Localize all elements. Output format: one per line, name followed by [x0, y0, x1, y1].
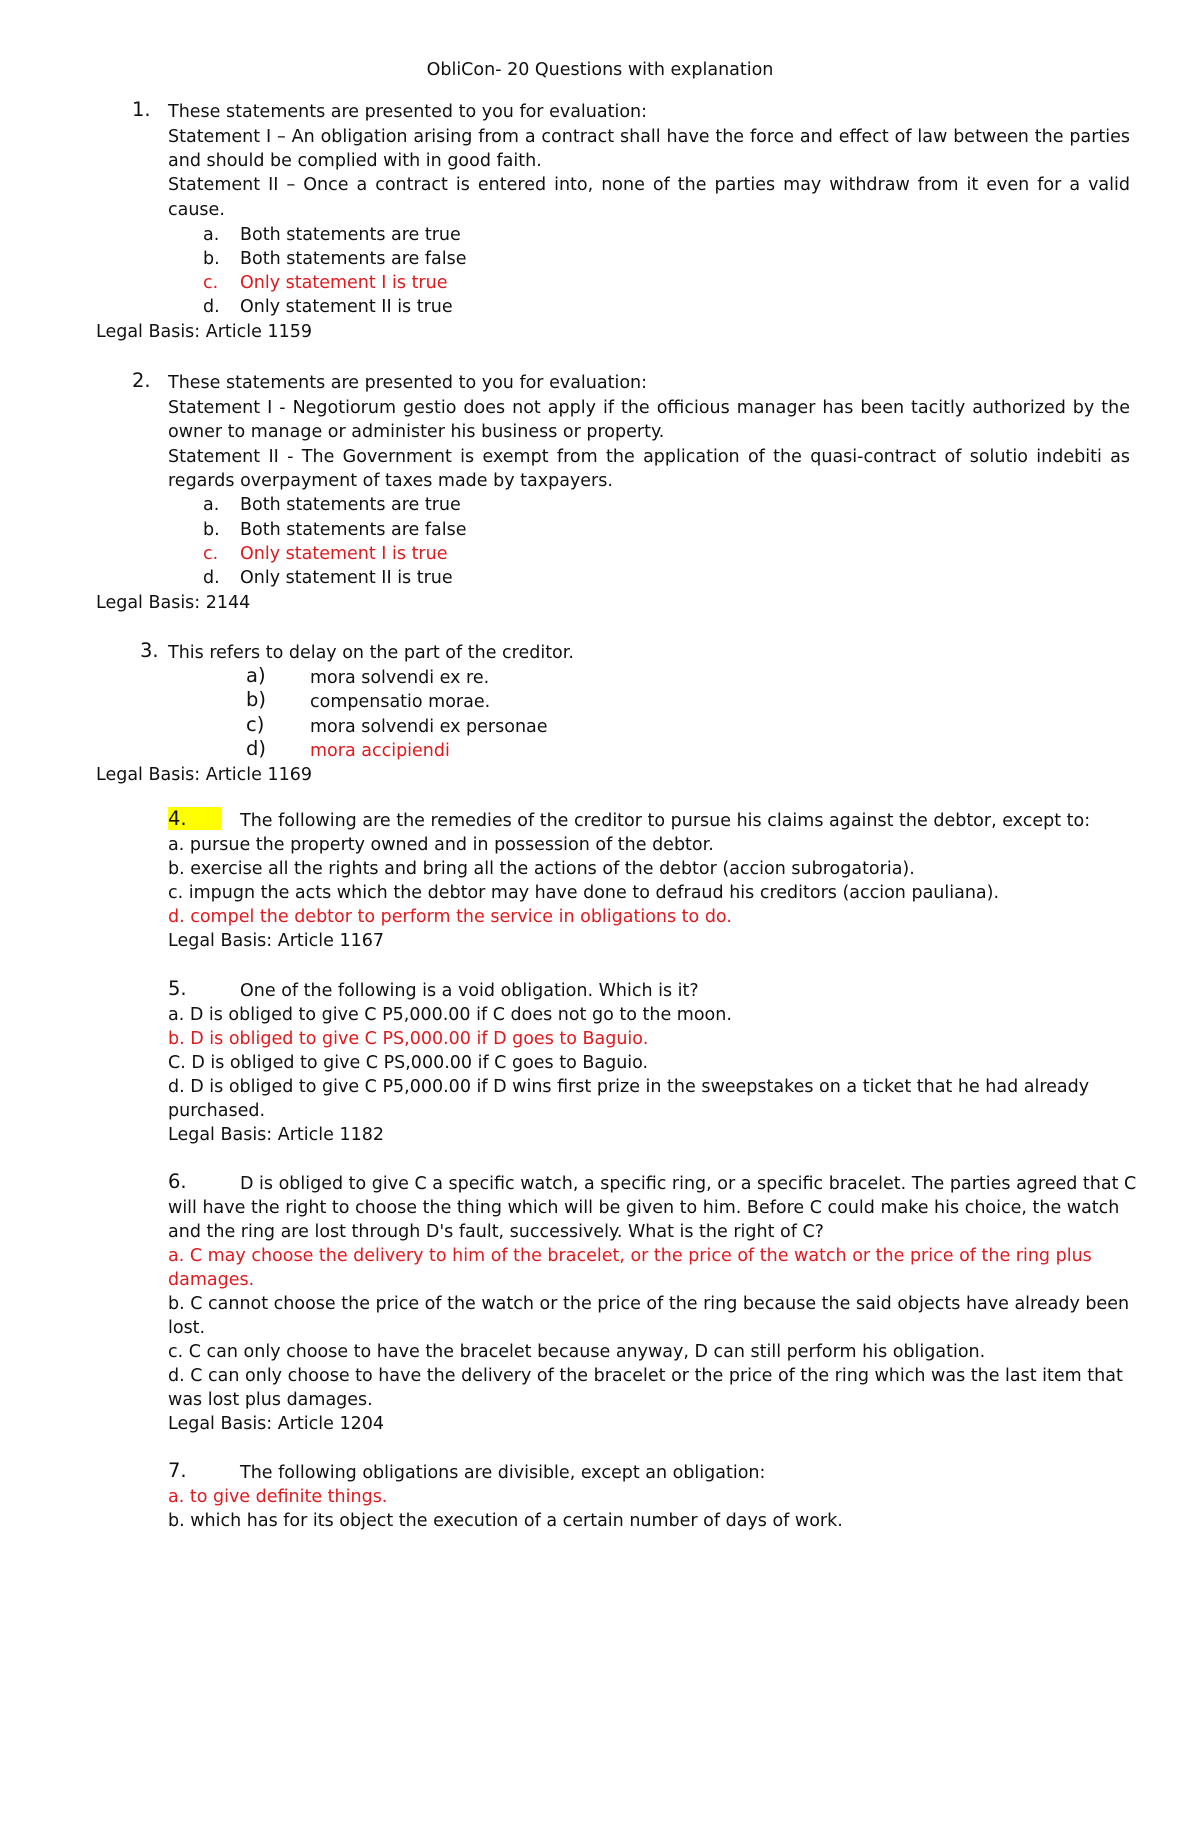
q6-legal-basis: Legal Basis: Article 1204 [168, 1414, 384, 1434]
q1-stem: These statements are presented to you for evaluation: [168, 102, 648, 122]
q2-option-d-letter: d. [203, 568, 220, 588]
q5-legal-basis: Legal Basis: Article 1182 [168, 1125, 384, 1145]
q1-option-a-letter: a. [203, 225, 220, 245]
q4-option-d-answer: d. compel the debtor to perform the service in obligations to do. [168, 907, 732, 927]
q2-statement-1-line-2: owner to manage or administer his business or property. [168, 422, 665, 442]
q5-option-c: C. D is obliged to give C PS,000.00 if C goes to Baguio. [168, 1053, 649, 1073]
q2-statement-2-line-2: regards overpayment of taxes made by taxpayers. [168, 471, 613, 491]
q3-option-b: compensatio morae. [310, 692, 491, 712]
q1-option-b: Both statements are false [240, 249, 467, 269]
q3-option-c: mora solvendi ex personae [310, 717, 548, 737]
q1-option-c-answer: Only statement I is true [240, 273, 448, 293]
q3-legal-basis: Legal Basis: Article 1169 [96, 765, 312, 785]
q6-option-a-answer-line-2: damages. [168, 1270, 255, 1290]
q1-option-d: Only statement II is true [240, 297, 453, 317]
q5-option-d-line-1: d. D is obliged to give C P5,000.00 if D wins first prize in the sweepstakes on a ticket that he had already [168, 1077, 1090, 1097]
q4-option-c: c. impugn the acts which the debtor may have done to defraud his creditors (accion pauliana). [168, 883, 1000, 903]
q6-stem-line-3: and the ring are lost through D's fault, successively. What is the right of C? [168, 1222, 824, 1242]
q1-option-b-letter: b. [203, 249, 220, 269]
q6-option-d-line-1: d. C can only choose to have the delivery of the bracelet or the price of the ring which was the last item that [168, 1366, 1123, 1386]
q1-option-a: Both statements are true [240, 225, 461, 245]
q7-stem: The following obligations are divisible, except an obligation: [240, 1463, 766, 1483]
q2-statement-2-line-1: Statement II - The Government is exempt from the application of the quasi-contract of solutio indebiti as [168, 447, 1130, 467]
q6-option-b-line-2: lost. [168, 1318, 206, 1338]
q6-option-c: c. C can only choose to have the bracelet because anyway, D can still perform his obligation. [168, 1342, 986, 1362]
q3-option-d-answer: mora accipiendi [310, 741, 450, 761]
q2-option-d: Only statement II is true [240, 568, 453, 588]
q2-option-b: Both statements are false [240, 520, 467, 540]
q4-option-b: b. exercise all the rights and bring all the actions of the debtor (accion subrogatoria). [168, 859, 915, 879]
q1-option-c-letter: c. [203, 273, 219, 293]
q7-option-a-answer: a. to give definite things. [168, 1487, 388, 1507]
q3-option-b-letter: b) [246, 688, 266, 711]
q4-legal-basis: Legal Basis: Article 1167 [168, 931, 384, 951]
q4-number-highlight: 4. [168, 807, 221, 830]
q1-number: 1. [132, 98, 151, 121]
q6-stem-line-2: will have the right to choose the thing which will be given to him. Before C could make his choice, the watch [168, 1198, 1120, 1218]
q2-stem: These statements are presented to you for evaluation: [168, 373, 648, 393]
q2-option-c-letter: c. [203, 544, 219, 564]
q5-option-d-line-2: purchased. [168, 1101, 266, 1121]
q6-option-d-line-2: was lost plus damages. [168, 1390, 373, 1410]
q1-legal-basis: Legal Basis: Article 1159 [96, 322, 312, 342]
q6-number: 6. [168, 1170, 187, 1193]
q1-statement-2-line-1: Statement II – Once a contract is entered into, none of the parties may withdraw from it even for a valid [168, 175, 1130, 195]
q3-option-a: mora solvendi ex re. [310, 668, 490, 688]
q6-stem-line-1: D is obliged to give C a specific watch, a specific ring, or a specific bracelet. The parties agreed that C [240, 1174, 1137, 1194]
q7-number: 7. [168, 1459, 187, 1482]
q2-option-a: Both statements are true [240, 495, 461, 515]
document-title: ObliCon- 20 Questions with explanation [426, 60, 774, 80]
q1-statement-2-line-2: cause. [168, 200, 225, 220]
q2-statement-1-line-1: Statement I - Negotiorum gestio does not apply if the officious manager has been tacitly authorized by the [168, 398, 1130, 418]
q6-option-a-answer-line-1: a. C may choose the delivery to him of the bracelet, or the price of the watch or the price of the ring plus [168, 1246, 1092, 1266]
q2-option-a-letter: a. [203, 495, 220, 515]
q2-number: 2. [132, 369, 151, 392]
q6-option-b-line-1: b. C cannot choose the price of the watch or the price of the ring because the said objects have already been [168, 1294, 1130, 1314]
q1-statement-1-line-2: and should be complied with in good faith. [168, 151, 542, 171]
q1-statement-1-line-1: Statement I – An obligation arising from a contract shall have the force and effect of law between the parties [168, 127, 1130, 147]
q5-option-b-answer: b. D is obliged to give C PS,000.00 if D goes to Baguio. [168, 1029, 649, 1049]
q3-stem: This refers to delay on the part of the creditor. [168, 643, 574, 663]
q5-number: 5. [168, 977, 187, 1000]
q2-option-c-answer: Only statement I is true [240, 544, 448, 564]
q3-option-c-letter: c) [246, 713, 265, 736]
q4-option-a: a. pursue the property owned and in possession of the debtor. [168, 835, 714, 855]
q2-legal-basis: Legal Basis: 2144 [96, 593, 251, 613]
q3-option-d-letter: d) [246, 737, 266, 760]
q3-number: 3. [140, 639, 159, 662]
q5-option-a: a. D is obliged to give C P5,000.00 if C does not go to the moon. [168, 1005, 732, 1025]
q1-option-d-letter: d. [203, 297, 220, 317]
q4-stem: The following are the remedies of the creditor to pursue his claims against the debtor, except to: [240, 811, 1091, 831]
q5-stem: One of the following is a void obligation. Which is it? [240, 981, 699, 1001]
q7-option-b: b. which has for its object the execution of a certain number of days of work. [168, 1511, 843, 1531]
q2-option-b-letter: b. [203, 520, 220, 540]
q3-option-a-letter: a) [246, 664, 266, 687]
